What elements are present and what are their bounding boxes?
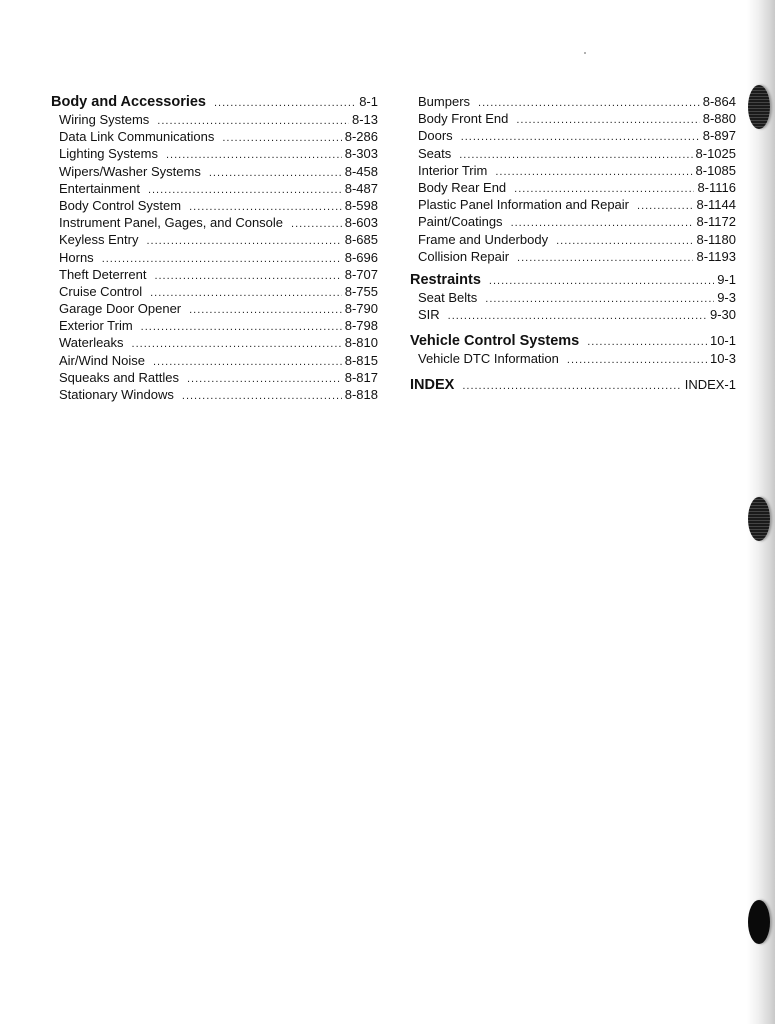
toc-entry[interactable] bbox=[51, 145, 378, 162]
page-number: 8-810 bbox=[344, 335, 378, 351]
dot-leader bbox=[222, 130, 341, 145]
page-number: 8-1085 bbox=[695, 162, 736, 178]
page-number: 8-303 bbox=[344, 146, 378, 162]
entry-title: Keyless Entry bbox=[59, 232, 139, 248]
dot-leader bbox=[214, 94, 356, 111]
dot-leader bbox=[461, 129, 700, 144]
entry-title: Data Link Communications bbox=[59, 129, 215, 145]
toc-entry[interactable] bbox=[410, 110, 736, 127]
page-number: 8-1193 bbox=[696, 248, 736, 264]
page-number: 8-487 bbox=[344, 180, 378, 196]
dot-leader bbox=[154, 268, 341, 283]
dot-leader bbox=[462, 377, 681, 394]
dot-leader bbox=[209, 165, 342, 180]
page-number: 8-1172 bbox=[696, 214, 736, 230]
dot-leader bbox=[148, 182, 342, 197]
toc-entry[interactable] bbox=[410, 213, 736, 230]
toc-entry[interactable] bbox=[410, 145, 736, 162]
entry-title: Entertainment bbox=[59, 180, 140, 196]
page-number: 8-1 bbox=[359, 94, 378, 109]
toc-section-body-and-accessories[interactable] bbox=[51, 93, 378, 111]
toc-entry[interactable] bbox=[51, 180, 378, 197]
entry-title: Collision Repair bbox=[418, 248, 510, 264]
toc-entry[interactable] bbox=[51, 249, 378, 266]
page-number: 8-864 bbox=[702, 94, 736, 109]
page-number: 8-685 bbox=[344, 232, 378, 248]
toc-entry[interactable] bbox=[51, 128, 378, 145]
toc-entry[interactable] bbox=[51, 317, 378, 334]
page-number: 8-707 bbox=[344, 266, 378, 282]
binder-hole-top bbox=[748, 85, 770, 129]
dot-leader bbox=[150, 285, 342, 300]
toc-entry[interactable] bbox=[410, 162, 736, 179]
toc-entry[interactable] bbox=[51, 266, 378, 283]
toc-entry[interactable] bbox=[51, 334, 378, 351]
entry-title: Body Rear End bbox=[418, 179, 507, 195]
page-number: 8-815 bbox=[344, 352, 378, 368]
entry-title: Wiring Systems bbox=[59, 112, 150, 127]
page-number: 8-1144 bbox=[696, 197, 736, 213]
dot-leader bbox=[153, 354, 342, 369]
dot-leader bbox=[448, 308, 707, 323]
entry-title: Theft Deterrent bbox=[59, 266, 147, 282]
page-number: 8-790 bbox=[344, 301, 378, 317]
entry-title: Vehicle DTC Information bbox=[418, 351, 559, 367]
entry-title: Wipers/Washer Systems bbox=[59, 163, 201, 179]
dot-leader bbox=[182, 388, 342, 403]
page-number: 8-286 bbox=[344, 129, 378, 145]
section-gap bbox=[410, 367, 736, 376]
dot-leader bbox=[556, 233, 693, 248]
toc-entry[interactable] bbox=[410, 93, 736, 110]
dot-leader bbox=[495, 164, 692, 179]
toc-right-column bbox=[410, 93, 736, 394]
entry-title: Exterior Trim bbox=[59, 318, 133, 334]
toc-entry[interactable] bbox=[410, 248, 736, 265]
dot-leader bbox=[489, 272, 714, 289]
dot-leader bbox=[146, 233, 341, 248]
toc-section-vehicle-control-systems[interactable] bbox=[410, 332, 736, 350]
entry-title: Seat Belts bbox=[418, 289, 478, 305]
dot-leader bbox=[141, 319, 342, 334]
toc-entry[interactable] bbox=[51, 283, 378, 300]
toc-entry[interactable] bbox=[410, 350, 736, 367]
page-number: 8-603 bbox=[344, 215, 378, 231]
entry-title: Doors bbox=[418, 128, 453, 144]
binder-hole-middle bbox=[748, 497, 770, 541]
dot-leader bbox=[189, 302, 342, 317]
dot-leader bbox=[514, 181, 694, 196]
entry-title: Waterleaks bbox=[59, 335, 124, 351]
toc-section-index[interactable] bbox=[410, 376, 736, 394]
dot-leader bbox=[189, 199, 342, 214]
scan-speck bbox=[584, 52, 586, 54]
entry-title: Lighting Systems bbox=[59, 146, 158, 162]
toc-entry[interactable] bbox=[51, 300, 378, 317]
toc-entry[interactable] bbox=[51, 386, 378, 403]
toc-entry[interactable] bbox=[410, 306, 736, 323]
toc-entry[interactable] bbox=[410, 289, 736, 306]
section-title: INDEX bbox=[410, 377, 455, 394]
page-number: 8-1025 bbox=[695, 145, 736, 161]
dot-leader bbox=[157, 113, 349, 128]
page-number: 8-880 bbox=[702, 111, 736, 127]
section-gap bbox=[410, 323, 736, 332]
dot-leader bbox=[567, 352, 707, 367]
page-number: 9-3 bbox=[717, 289, 736, 305]
toc-entry[interactable] bbox=[51, 197, 378, 214]
toc-entry[interactable] bbox=[410, 127, 736, 144]
dot-leader bbox=[132, 336, 342, 351]
dot-leader bbox=[291, 216, 342, 231]
page-number: 8-598 bbox=[344, 197, 378, 213]
dot-leader bbox=[187, 371, 342, 386]
entry-title: Body Front End bbox=[418, 111, 509, 127]
page-number: 10-1 bbox=[709, 333, 736, 349]
entry-title: Bumpers bbox=[418, 94, 471, 109]
toc-entry[interactable] bbox=[410, 179, 736, 196]
page-number: 8-897 bbox=[702, 128, 736, 144]
page-number: 8-798 bbox=[344, 318, 378, 334]
dot-leader bbox=[511, 215, 694, 230]
toc-entry[interactable] bbox=[51, 214, 378, 231]
entry-title: Plastic Panel Information and Repair bbox=[418, 197, 630, 213]
page-number: INDEX-1 bbox=[684, 377, 736, 393]
page-number: 9-1 bbox=[717, 271, 736, 287]
entry-title: Interior Trim bbox=[418, 162, 488, 178]
page-number: 9-30 bbox=[709, 307, 736, 323]
page-number: 8-458 bbox=[344, 163, 378, 179]
dot-leader bbox=[637, 198, 693, 213]
page-number: 8-818 bbox=[344, 387, 378, 402]
section-title: Vehicle Control Systems bbox=[410, 333, 580, 350]
entry-title: Air/Wind Noise bbox=[59, 352, 145, 368]
dot-leader bbox=[516, 112, 699, 127]
toc-entry[interactable] bbox=[51, 111, 378, 128]
dot-leader bbox=[478, 95, 700, 110]
dot-leader bbox=[485, 291, 714, 306]
page-number: 8-755 bbox=[344, 283, 378, 299]
entry-title: Stationary Windows bbox=[59, 387, 174, 402]
entry-title: SIR bbox=[418, 307, 440, 323]
page-number: 10-3 bbox=[709, 351, 736, 367]
dot-leader bbox=[587, 333, 707, 350]
toc-entry[interactable] bbox=[51, 352, 378, 369]
page-number: 8-13 bbox=[351, 112, 378, 127]
toc-entry[interactable] bbox=[410, 231, 736, 248]
entry-title: Cruise Control bbox=[59, 283, 143, 299]
toc-entry[interactable] bbox=[51, 231, 378, 248]
dot-leader bbox=[166, 147, 342, 162]
entry-title: Horns bbox=[59, 249, 94, 265]
toc-section-restraints[interactable] bbox=[410, 271, 736, 289]
section-title: Body and Accessories bbox=[51, 94, 206, 110]
dot-leader bbox=[517, 250, 693, 265]
entry-title: Paint/Coatings bbox=[418, 214, 503, 230]
dot-leader bbox=[102, 251, 342, 266]
entry-title: Seats bbox=[418, 145, 452, 161]
page-number: 8-1180 bbox=[696, 231, 736, 247]
page-number: 8-1116 bbox=[697, 179, 736, 195]
entry-title: Squeaks and Rattles bbox=[59, 369, 179, 385]
section-title: Restraints bbox=[410, 271, 481, 288]
entry-title: Garage Door Opener bbox=[59, 301, 182, 317]
toc-left-column bbox=[51, 93, 378, 403]
entry-title: Body Control System bbox=[59, 197, 182, 213]
binder-hole-bottom bbox=[748, 900, 770, 944]
dot-leader bbox=[459, 147, 692, 162]
page-number: 8-696 bbox=[344, 249, 378, 265]
entry-title: Frame and Underbody bbox=[418, 231, 549, 247]
toc-entry[interactable] bbox=[51, 163, 378, 180]
entry-title: Instrument Panel, Gages, and Console bbox=[59, 215, 284, 231]
toc-entry[interactable] bbox=[51, 369, 378, 386]
page-number: 8-817 bbox=[344, 369, 378, 385]
toc-entry[interactable] bbox=[410, 196, 736, 213]
